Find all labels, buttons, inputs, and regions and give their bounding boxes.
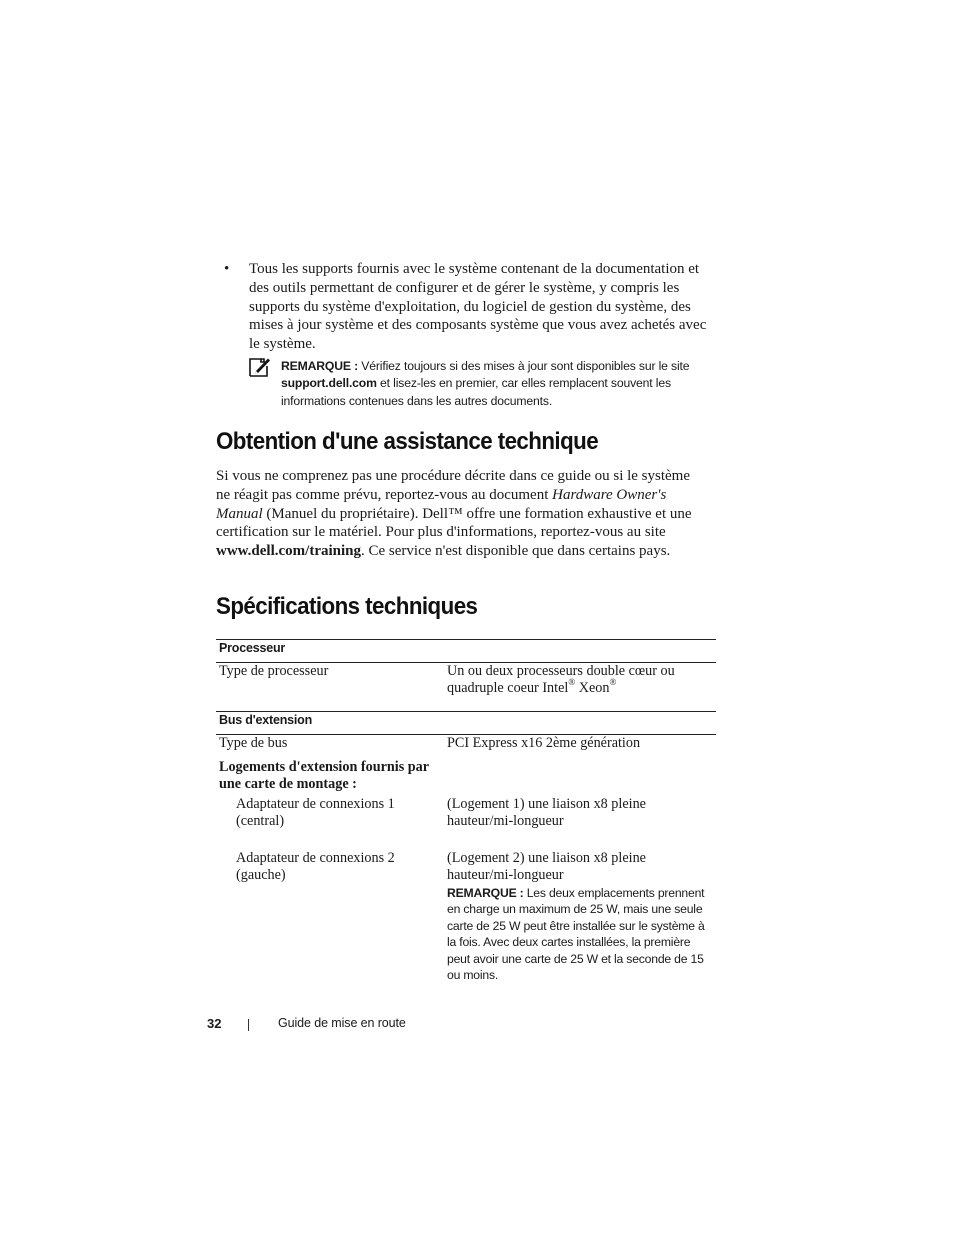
- note-text-before: Vérifiez toujours si des mises à jour sont disponibles sur le site: [358, 359, 690, 373]
- bus-type-label: Type de bus: [219, 735, 288, 751]
- note-label: REMARQUE :: [281, 359, 359, 373]
- note-text: [281, 358, 721, 410]
- processor-type-value-a: Un ou deux processeurs double cœur ou quadruple coeur Intel: [447, 663, 675, 696]
- riser2-value: (Logement 2) une liaison x8 pleine hauteur/mi-longueur: [447, 850, 646, 883]
- assistance-text-1: Si vous ne comprenez pas une procédure décrite dans ce guide ou si le système ne réagit pas comme prévu, reportez-vous au document: [216, 468, 691, 503]
- registered-mark: ®: [568, 676, 576, 687]
- riser1-value: (Logement 1) une liaison x8 pleine hauteur/mi-longueur: [447, 796, 646, 829]
- spec-note-text: Les deux emplacements prennent en charge un maximum de 25 W, mais une seule carte de 25 W peut être installée sur le système à la fois. Avec deux cartes installées, la première peut avoir une carte de 25 W et la seconde de 15 ou moins.: [447, 886, 705, 983]
- footer-divider: [248, 1019, 249, 1031]
- processor-type-value-b: Xeon: [575, 679, 610, 696]
- assistance-text-2: (Manuel du propriétaire). Dell™ offre une formation exhaustive et une certification sur le matériel. Pour plus d'informations, reportez-vous au site: [216, 505, 692, 541]
- page-number: 32: [207, 1016, 222, 1031]
- spec-note-label: REMARQUE :: [447, 886, 524, 900]
- bus-section-label: Bus d'extension: [219, 713, 313, 727]
- table-top-rule: [216, 639, 716, 640]
- assistance-paragraph: [216, 467, 706, 561]
- spec-note: [447, 885, 709, 983]
- bus-type-value: PCI Express x16 2ème génération: [447, 735, 641, 751]
- processor-section-label: Processeur: [219, 641, 286, 655]
- slots-label: Logements d'extension fournis par une carte de montage :: [219, 759, 429, 792]
- processor-type-value: [447, 663, 712, 696]
- assistance-text-3: . Ce service n'est disponible que dans certains pays.: [361, 543, 671, 560]
- processor-type-label: Type de processeur: [219, 663, 329, 679]
- bullet-symbol: •: [224, 261, 230, 277]
- specifications-heading: Spécifications techniques: [216, 593, 478, 620]
- bullet-item-text: Tous les supports fournis avec le système contenant de la documentation et des outils permettant de configurer et de gérer le système, y compris les supports du système d'exploitation, du logiciel de gestion du système, des mises à jour système et des composants système que vous avez achetés avec le système.: [249, 261, 707, 353]
- manual-title: Hardware Owner's Manual: [216, 486, 667, 522]
- assistance-heading: Obtention d'une assistance technique: [216, 428, 599, 455]
- note-text-after: et lisez-les en premier, car elles remplacent souvent les informations contenues dans les autres documents.: [281, 376, 671, 408]
- support-link[interactable]: support.dell.com: [281, 376, 377, 391]
- riser1-label: Adaptateur de connexions 1 (central): [236, 796, 395, 829]
- riser2-label: Adaptateur de connexions 2 (gauche): [236, 850, 395, 883]
- bus-section-top-rule: [216, 711, 716, 712]
- training-link[interactable]: www.dell.com/training: [216, 543, 361, 560]
- registered-mark: ®: [609, 676, 617, 687]
- note-pencil-icon: [249, 357, 271, 377]
- footer-title: Guide de mise en route: [278, 1016, 406, 1030]
